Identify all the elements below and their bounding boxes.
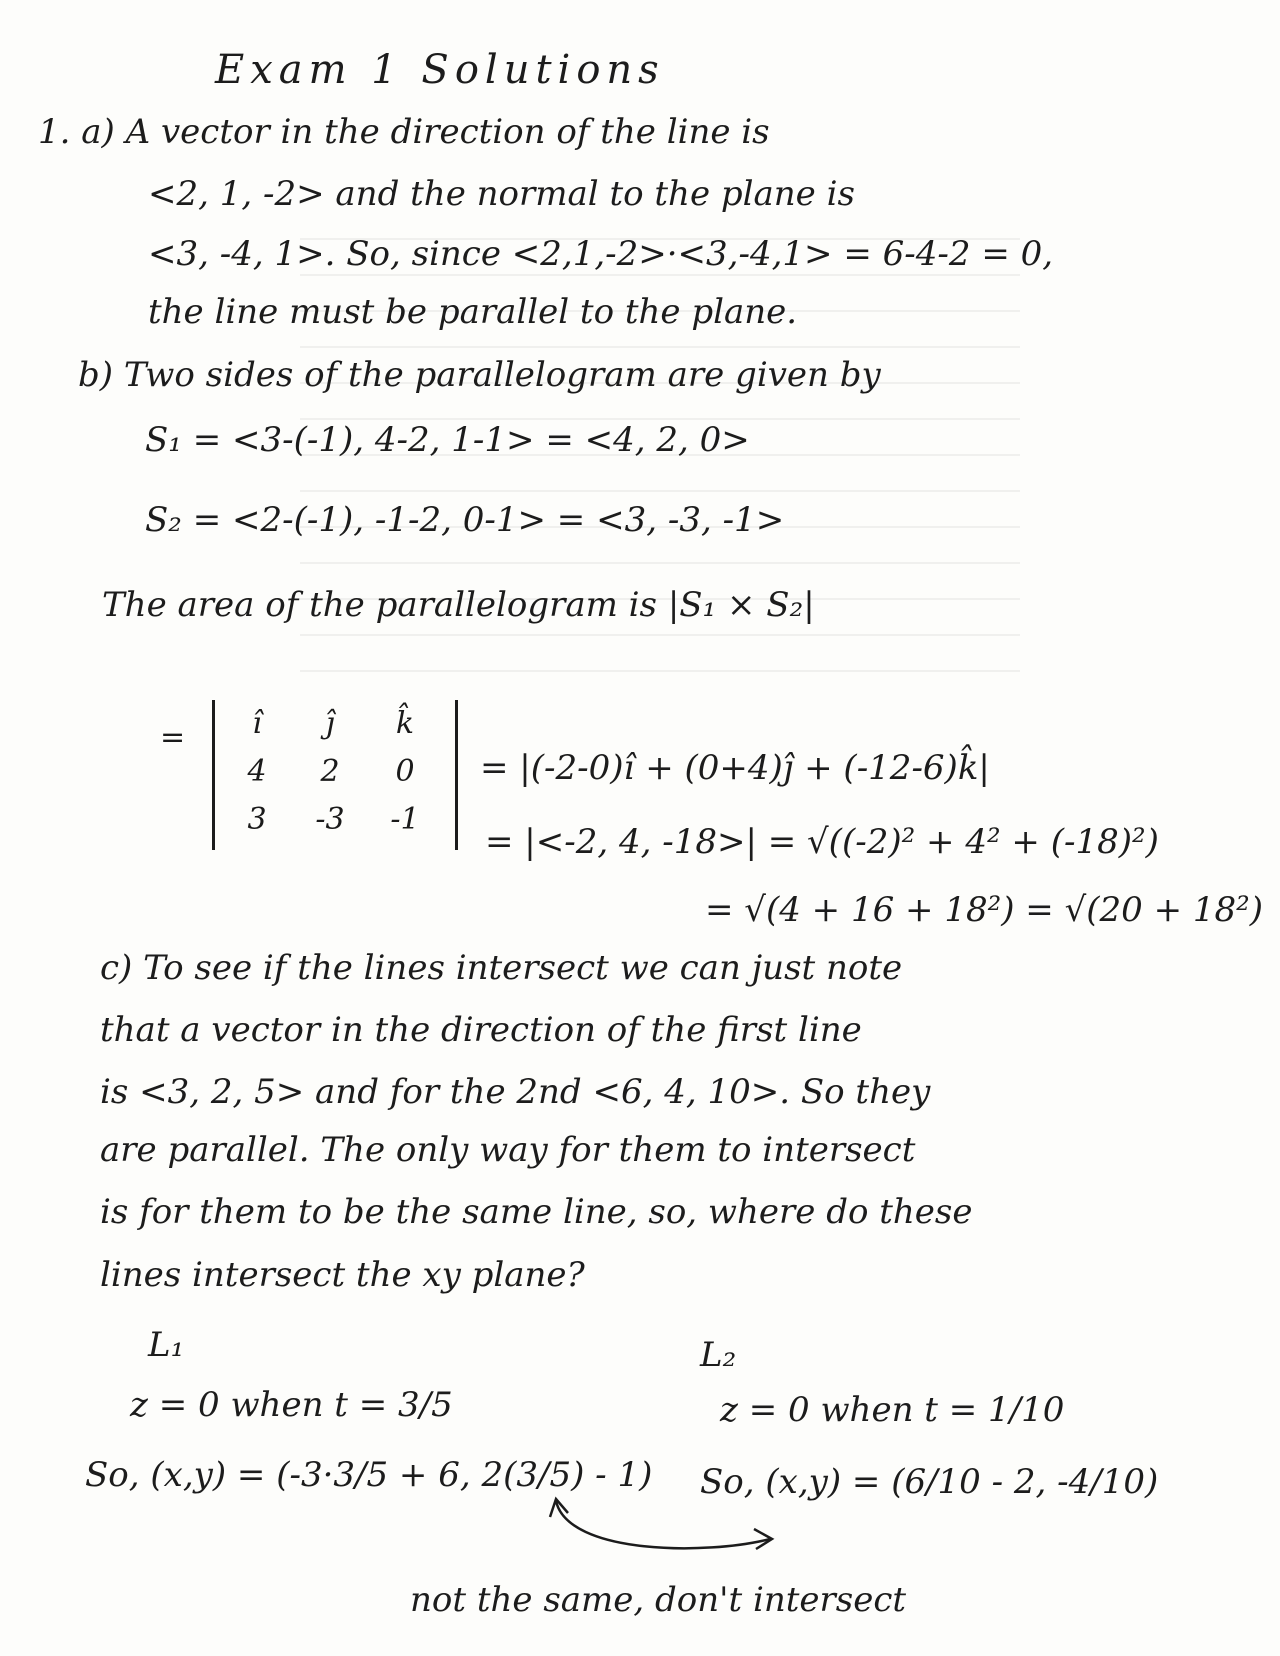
part-c-line: is <3, 2, 5> and for the 2nd <6, 4, 10>. So they — [100, 1072, 931, 1112]
page-title: Exam 1 Solutions — [215, 47, 665, 93]
matrix-cell: 2 — [320, 754, 340, 789]
part-c-line: c) To see if the lines intersect we can just note — [100, 948, 903, 988]
part-b-line: S₂ = <2-(-1), -1-2, 0-1> = <3, -3, -1> — [145, 500, 785, 540]
line-2-work: z = 0 when t = 1/10 — [720, 1390, 1065, 1430]
line-1-label: L₁ — [148, 1325, 185, 1365]
part-b-step: = |<-2, 4, -18>| = √((-2)² + 4² + (-18)²) — [485, 822, 1159, 862]
line-2-label: L₂ — [700, 1335, 737, 1375]
matrix-cell: 0 — [395, 754, 415, 789]
matrix-cell: -3 — [315, 802, 345, 837]
part-b-line: S₁ = <3-(-1), 4-2, 1-1> = <4, 2, 0> — [145, 420, 750, 460]
cross-product-determinant — [160, 700, 470, 850]
part-a-line: the line must be parallel to the plane. — [148, 292, 798, 332]
part-b-line: The area of the parallelogram is |S₁ × S₂| — [102, 585, 815, 625]
determinant-bar-right — [455, 700, 458, 850]
conclusion: not the same, don't intersect — [410, 1580, 907, 1620]
part-c-line: lines intersect the xy plane? — [100, 1255, 585, 1295]
matrix-cell: k̂ — [395, 706, 415, 741]
part-b-step: = √(4 + 16 + 18²) = √(20 + 18²) — [705, 890, 1264, 930]
part-a-line: <2, 1, -2> and the normal to the plane is — [148, 174, 855, 214]
equals-sign: = — [160, 720, 186, 755]
matrix-cell: 3 — [247, 802, 267, 837]
matrix-cell: 4 — [247, 754, 267, 789]
comparison-arrow — [548, 1495, 788, 1565]
line-2-work: So, (x,y) = (6/10 - 2, -4/10) — [700, 1462, 1159, 1502]
part-b-line: b) Two sides of the parallelogram are given by — [78, 355, 881, 395]
part-a-line: <3, -4, 1>. So, since <2,1,-2>·<3,-4,1> = 6-4-2 = 0, — [148, 234, 1054, 274]
matrix-cell: î — [252, 706, 262, 741]
part-b-step: = |(-2-0)î + (0+4)ĵ + (-12-6)k̂| — [480, 748, 990, 788]
matrix-cell: -1 — [390, 802, 420, 837]
part-c-line: is for them to be the same line, so, where do these — [100, 1192, 973, 1232]
line-1-work: So, (x,y) = (-3·3/5 + 6, 2(3/5) - 1) — [85, 1455, 653, 1495]
part-c-line: that a vector in the direction of the first line — [100, 1010, 862, 1050]
part-a-line: 1. a) A vector in the direction of the line is — [38, 112, 770, 152]
matrix-cell: ĵ — [325, 706, 335, 741]
line-1-work: z = 0 when t = 3/5 — [130, 1385, 453, 1425]
determinant-bar-left — [212, 700, 215, 850]
part-c-line: are parallel. The only way for them to intersect — [100, 1130, 916, 1170]
